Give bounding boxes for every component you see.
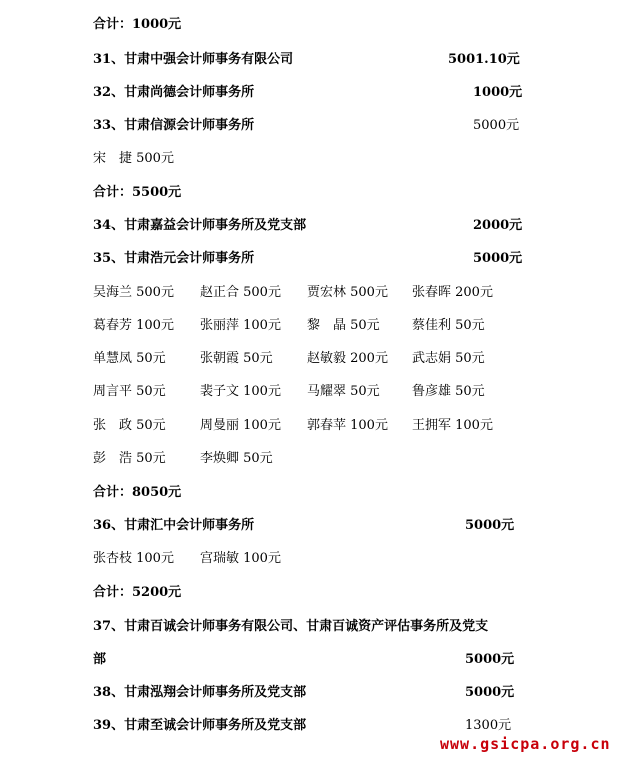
donor-entry: 贾宏林 500元	[307, 285, 388, 300]
donor-entry: 赵正合 500元	[200, 285, 281, 300]
donor-entry: 周曼丽 100元	[200, 418, 281, 433]
subtotal-line: 合计：5200元	[93, 585, 182, 600]
donor-entry: 张朝霞 50元	[200, 351, 273, 366]
site-watermark: www.gsicpa.org.cn	[440, 735, 611, 753]
donor-entry: 蔡佳利 50元	[412, 318, 485, 333]
donor-entry: 郭春苹 100元	[307, 418, 388, 433]
donor-entry: 宫瑞敏 100元	[200, 551, 281, 566]
donor-row	[93, 551, 307, 567]
donor-entry: 裴子文 100元	[200, 384, 281, 399]
donor-entry: 周言平 50元	[93, 384, 166, 399]
subtotal-line: 合计：5500元	[93, 185, 182, 200]
firm-line-32: 32、甘肃尚德会计师事务所	[93, 85, 255, 100]
donor-row	[93, 418, 522, 434]
donor-row	[93, 351, 522, 367]
firm-amount-31: 5001.10元	[448, 52, 520, 67]
subtotal-line: 合计：8050元	[93, 485, 182, 500]
donor-entry: 彭 浩 50元	[93, 451, 166, 466]
firm-line-34: 34、甘肃嘉益会计师事务所及党支部	[93, 218, 307, 233]
firm-line-33: 33、甘肃信源会计师事务所	[93, 118, 255, 133]
donor-entry: 鲁彦雄 50元	[412, 384, 485, 399]
firm-amount-34: 2000元	[473, 218, 523, 233]
firm-amount-35: 5000元	[473, 251, 523, 266]
donor-entry: 黎 晶 50元	[307, 318, 380, 333]
donor-entry: 葛春芳 100元	[93, 318, 174, 333]
firm-line-37-cont: 部	[93, 652, 107, 667]
firm-line-39: 39、甘肃至诚会计师事务所及党支部	[93, 718, 307, 733]
donor-entry: 张丽萍 100元	[200, 318, 281, 333]
donor-entry: 单慧凤 50元	[93, 351, 166, 366]
firm-amount-37: 5000元	[465, 652, 515, 667]
donor-row	[93, 384, 522, 400]
donor-row	[93, 285, 522, 301]
donor-entry: 王拥军 100元	[412, 418, 493, 433]
subtotal-line: 合计：1000元	[93, 17, 182, 32]
firm-line-37: 37、甘肃百诚会计师事务有限公司、甘肃百诚资产评估事务所及党支	[93, 619, 489, 634]
firm-amount-36: 5000元	[465, 518, 515, 533]
donor-entry: 张杏枝 100元	[93, 551, 174, 566]
donor-line: 宋 捷 500元	[93, 151, 174, 166]
donor-entry: 张 政 50元	[93, 418, 166, 433]
firm-amount-39: 1300元	[465, 718, 512, 733]
donor-entry: 张春晖 200元	[412, 285, 493, 300]
firm-line-36: 36、甘肃汇中会计师事务所	[93, 518, 255, 533]
firm-line-38: 38、甘肃泓翔会计师事务所及党支部	[93, 685, 307, 700]
firm-line-31: 31、甘肃中强会计师事务有限公司	[93, 52, 294, 67]
donor-row	[93, 451, 307, 467]
donor-entry: 武志娟 50元	[412, 351, 485, 366]
donor-entry: 吴海兰 500元	[93, 285, 174, 300]
donor-entry: 马耀翠 50元	[307, 384, 380, 399]
donor-entry: 李焕卿 50元	[200, 451, 273, 466]
firm-amount-33: 5000元	[473, 118, 520, 133]
firm-amount-38: 5000元	[465, 685, 515, 700]
firm-line-35: 35、甘肃浩元会计师事务所	[93, 251, 255, 266]
donor-row	[93, 318, 522, 334]
donor-entry: 赵敏毅 200元	[307, 351, 388, 366]
firm-amount-32: 1000元	[473, 85, 523, 100]
